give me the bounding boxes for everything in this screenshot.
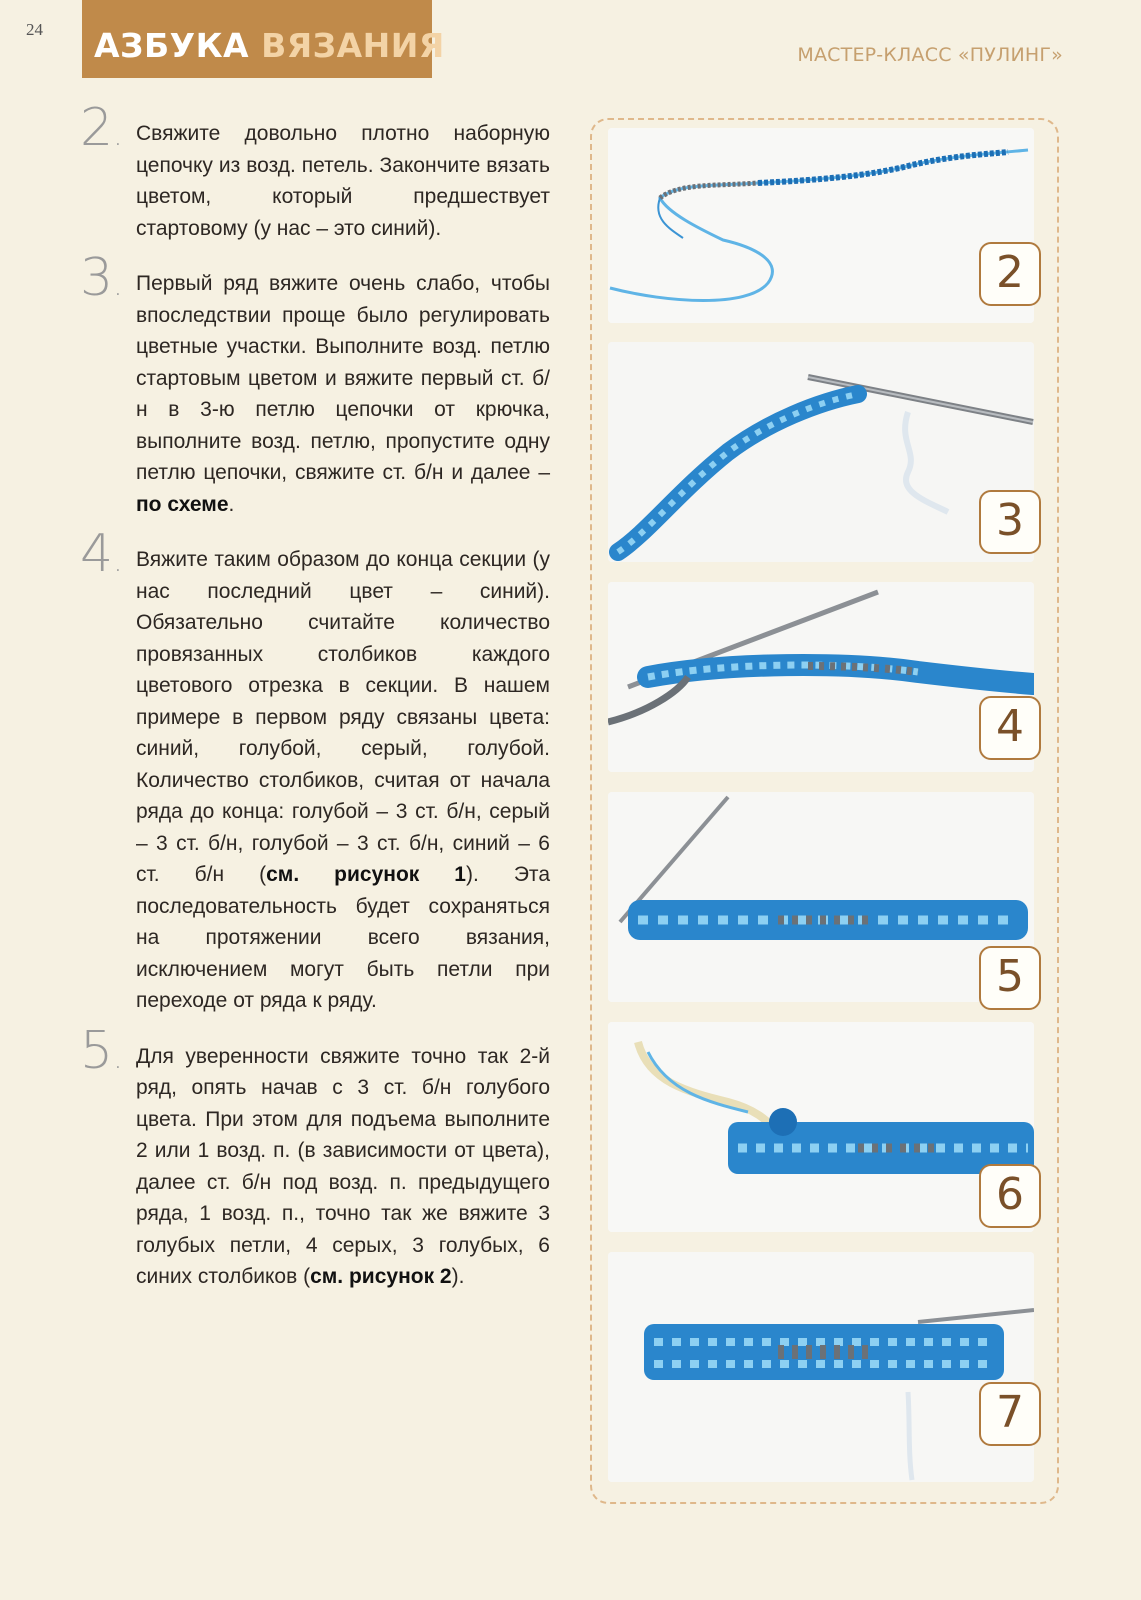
photo-step-6 bbox=[608, 1022, 1034, 1232]
magazine-section-title bbox=[94, 26, 445, 65]
first-row-complete-image bbox=[608, 792, 1034, 1002]
photo-label-6: 6 bbox=[979, 1164, 1041, 1228]
step-text: Для уверенности свяжите точно так 2-й ряд, опять начав с 3 ст. б/н голубого цвета. При этом для подъема выполните 2 или 1 возд. п. (в зависимости от цвета), далее ст. б/н под возд. п. предыдущего ряда, 1 возд. п., точно так же вяжите 3 голубых петли, 4 серых, 3 голубых, 6 синих столбиков (см. рисунок 2). bbox=[136, 1044, 550, 1288]
photo-step-7 bbox=[608, 1252, 1034, 1482]
second-row-complete-image bbox=[608, 1252, 1034, 1482]
photo-label-4: 4 bbox=[979, 696, 1041, 760]
step-text: Свяжите довольно плотно наборную цепочку из возд. петель. Закончите вязать цветом, который предшествует стартовому (у нас – это синий). bbox=[136, 122, 550, 240]
step-2 bbox=[78, 98, 550, 244]
step-number: 4 . bbox=[80, 528, 123, 580]
photo-panel bbox=[590, 118, 1059, 1504]
step-number: 3 . bbox=[80, 252, 123, 304]
photo-label-2: 2 bbox=[979, 242, 1041, 306]
photo-step-2 bbox=[608, 128, 1034, 323]
photo-label-3: 3 bbox=[979, 490, 1041, 554]
step-3 bbox=[78, 248, 550, 520]
figure-2-reference: см. рисунок 2 bbox=[310, 1265, 452, 1288]
master-class-label: МАСТЕР-КЛАСС «ПУЛИНГ» bbox=[797, 44, 1063, 66]
step-5 bbox=[78, 1020, 550, 1293]
row-continuation-image bbox=[608, 582, 1034, 772]
step-text: Первый ряд вяжите очень слабо, чтобы впоследствии проще было регулировать цветные участки. Выполните возд. петлю стартовым цветом и вяжите первый ст. б/н в 3-ю петлю цепочки от крючка, выполните возд. петлю, пропустите одну петлю цепочки, свяжите ст. б/н и далее – по схеме. bbox=[136, 272, 550, 516]
photo-step-5 bbox=[608, 792, 1034, 1002]
step-text: Вяжите таким образом до конца секции (у нас последний цвет – синий). Обязательно считайте количество провязанных столбиков каждого цветового отрезка в секции. В нашем примере в первом ряду связаны цвета: синий, голубой, серый, голубой. Количество столбиков, считая от начала ряда до конца: голубой – 3 ст. б/н, серый – 3 ст. б/н, голубой – 3 ст. б/н, синий – 6 ст. б/н (см. рисунок 1). Эта последовательность будет сохраняться на протяжении всего вязания, исключением могут быть петли при переходе от ряда к ряду. bbox=[136, 548, 550, 1012]
photo-step-4 bbox=[608, 582, 1034, 772]
header-word-1: АЗБУКА bbox=[94, 26, 250, 65]
yarn-chain-image bbox=[608, 128, 1034, 323]
photo-label-7: 7 bbox=[979, 1382, 1041, 1446]
figure-1-reference: см. рисунок 1 bbox=[266, 863, 466, 886]
step-number: 5 . bbox=[80, 1025, 123, 1077]
photo-label-5: 5 bbox=[979, 946, 1041, 1010]
photo-step-3 bbox=[608, 342, 1034, 562]
step-number: 2 . bbox=[80, 102, 123, 154]
first-row-image bbox=[608, 342, 1034, 562]
instruction-steps bbox=[78, 98, 550, 1317]
header-word-2: ВЯЗАНИЯ bbox=[261, 26, 445, 65]
second-row-start-image bbox=[608, 1022, 1034, 1232]
scheme-reference: по схеме bbox=[136, 492, 229, 516]
page-number: 24 bbox=[26, 20, 43, 39]
step-4 bbox=[78, 524, 550, 1017]
